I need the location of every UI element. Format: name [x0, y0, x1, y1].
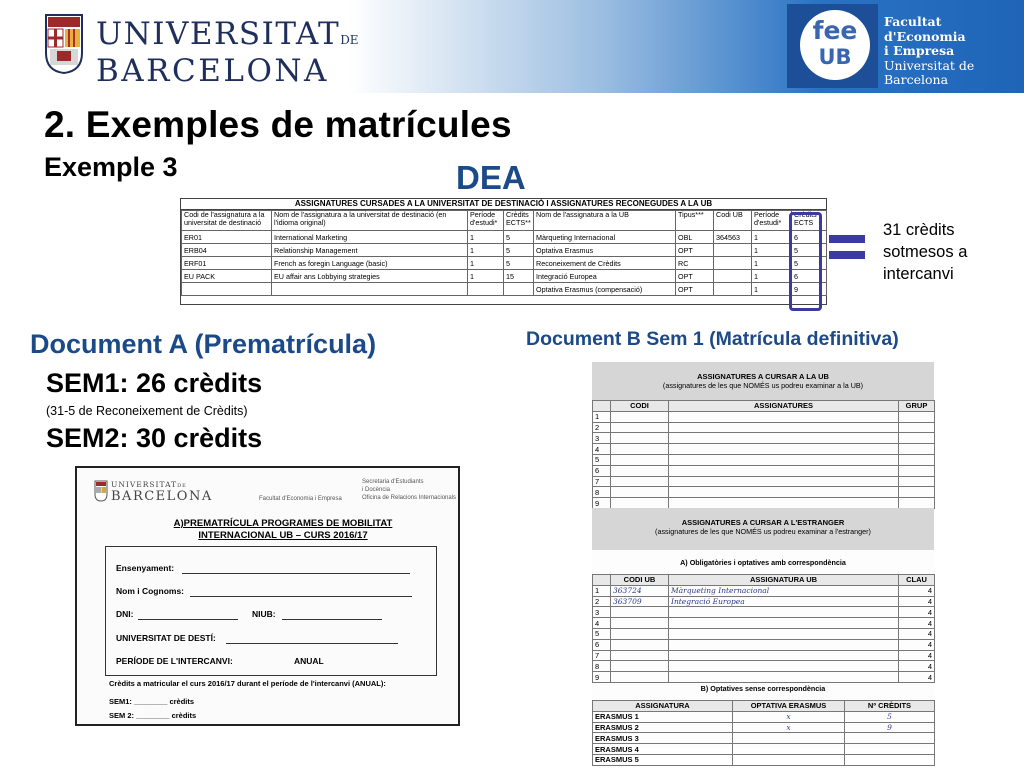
field-label-periode: PERÍODE DE L'INTERCANVI:	[116, 656, 233, 666]
ub-wordmark: UNIVERSITATDE BARCELONA	[96, 16, 359, 89]
table-row: ER01 International Marketing 1 5 Màrqueting Internacional OBL 364563 1 6	[182, 231, 827, 244]
sem1-credits: SEM1: 26 crèdits	[46, 368, 263, 398]
doc-b-table-ub: CODI ASSIGNATURES GRUP 1 2 3 4 5 6 7 8 9	[592, 400, 935, 509]
dea-label: DEA	[456, 159, 526, 196]
field-label-niub: NIUB:	[252, 609, 276, 619]
table-row: ERF01 French as foregin Language (basic) 1 5 Reconeixement de Crèdits RC 1 5	[182, 257, 827, 270]
equals-sign-icon	[829, 235, 865, 260]
credits-highlight-box	[789, 212, 822, 311]
doc-a-form	[105, 546, 437, 676]
field-label-univ: UNIVERSITAT DE DESTÍ:	[116, 633, 216, 643]
recognition-table-caption: ASSIGNATURES CURSADES A LA UNIVERSITAT DE DESTINACIÓ I ASSIGNATURES RECONEGUDES A LA UB	[181, 199, 826, 210]
field-label-nom: Nom i Cognoms:	[116, 586, 184, 596]
doc-b-table-abroad: CODI UB ASSIGNATURA UB CLAU 1 363724 Màrqueting Internacional 4 2 363709 Integració Europea 4 3 4 4 4 5 4 6 4 7 4 8 4 9 4	[592, 574, 935, 683]
recognition-table	[180, 198, 827, 305]
doc-b-band-abroad: ASSIGNATURES A CURSAR A L'ESTRANGER (assignatures de les que NOMÉS us podreu examinar a l'estranger)	[592, 508, 934, 550]
ub-shield-logo	[44, 13, 84, 75]
slide-subtitle: Exemple 3	[44, 152, 178, 182]
table-header-row: Codi de l'assignatura a la universitat de destinació Nom de l'assignatura a la universitat de destinació (en l'idioma original) Període d'estudi* Crèdits ECTS** Nom de l'assignatura a la UB Tipus*** Codi UB Període d'estudi* Crèdits ECTS	[182, 211, 827, 231]
doc-b-title: Document B Sem 1 (Matrícula definitiva)	[526, 328, 899, 350]
table-row: EU PACK EU affair ans Lobbying strategies 1 15 Integració Europea OPT 1 6	[182, 270, 827, 283]
doc-a-sem1-line: SEM1: ________ crèdits	[109, 697, 195, 706]
header-bar	[0, 0, 1024, 93]
doc-a-sem2-line: SEM 2: ________ crèdits	[109, 711, 197, 720]
ub-wordmark-small: UNIVERSITATDE BARCELONA	[111, 480, 213, 504]
doc-a-credits-line: Crèdits a matricular el curs 2016/17 durant el període de l'intercanvi (ANUAL):	[109, 679, 386, 688]
field-label-ensenyament: Ensenyament:	[116, 563, 175, 573]
doc-b-band-ub: ASSIGNATURES A CURSAR A LA UB (assignatures de les que NOMÉS us podreu examinar a la UB)	[592, 362, 934, 400]
fee-ub-logo: fee UB	[787, 4, 878, 88]
doc-b-scan	[592, 362, 934, 765]
doc-b-caption-a: A) Obligatòries i optatives amb correspondència	[680, 558, 846, 567]
field-value-periode: ANUAL	[294, 656, 324, 666]
slide-title: 2. Exemples de matrícules	[44, 104, 512, 145]
doc-a-scan	[75, 466, 460, 726]
doc-a-faculty: Facultat d'Economia i Empresa	[259, 496, 342, 502]
doc-a-title: Document A (Prematrícula)	[30, 329, 377, 359]
faculty-name: Facultat d'Economia i Empresa Universitat de Barcelona	[884, 14, 975, 87]
table-row: ERB04 Relationship Management 1 5 Optativa Erasmus OPT 1 5	[182, 244, 827, 257]
doc-b-caption-b: B) Optatives sense correspondència	[700, 684, 826, 693]
equals-note: 31 crèdits sotmesos a intercanvi	[883, 221, 968, 283]
sem2-credits: SEM2: 30 crèdits	[46, 423, 263, 453]
field-label-dni: DNI:	[116, 609, 134, 619]
doc-a-form-title: A)PREMATRÍCULA PROGRAMES DE MOBILITAT INTERNACIONAL UB – CURS 2016/17	[173, 518, 393, 541]
table-row: Optativa Erasmus (compensació) OPT 1 9	[182, 283, 827, 296]
ub-shield-logo	[94, 480, 108, 502]
doc-a-office: Secretaria d'Estudiants i Docència Oficina de Relacions Internacionals	[362, 479, 457, 501]
sem1-note: (31-5 de Reconeixement de Crèdits)	[46, 404, 248, 418]
doc-b-table-optional: ASSIGNATURA OPTATIVA ERASMUS Nº CRÈDITS ERASMUS 1 x 5 ERASMUS 2 x 9 ERASMUS 3 ERASMUS 4 ERASMUS 5	[592, 700, 935, 766]
